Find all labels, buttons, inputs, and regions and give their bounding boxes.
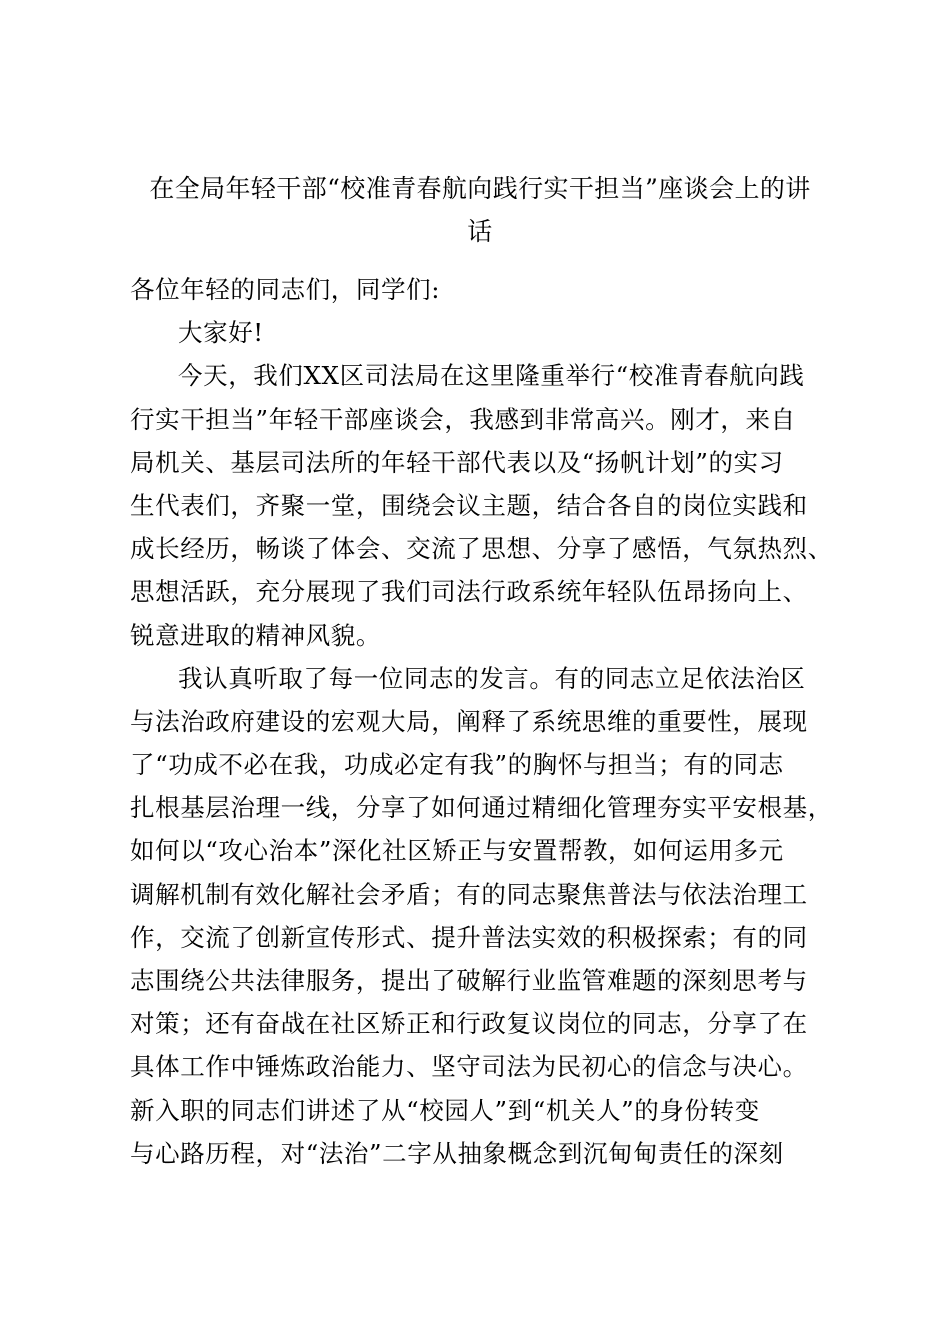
paragraph-line: 志围绕公共法律服务，提出了破解行业监管难题的深刻思考与 — [130, 966, 808, 995]
paragraph-line: 如何以“攻心治本”深化社区矫正与安置帮教，如何运用多元 — [130, 836, 784, 866]
paragraph-line: 今天，我们XX区司法局在这里隆重举行“校准青春航向践 — [178, 361, 805, 391]
paragraph-line: 行实干担当”年轻干部座谈会，我感到非常高兴。刚才，来自 — [130, 404, 796, 434]
paragraph-line: 成长经历，畅谈了体会、交流了思想、分享了感悟，气氛热烈、 — [130, 534, 833, 564]
paragraph-line: 我认真听取了每一位同志的发言。有的同志立足依法治区 — [178, 663, 806, 693]
paragraph-line: 作，交流了创新宣传形式、提升普法实效的积极探索；有的同 — [130, 922, 808, 952]
paragraph-line: 具体工作中锤炼政治能力、坚守司法为民初心的信念与决心。 — [130, 1052, 808, 1082]
paragraph-line: 锐意进取的精神风貌。 — [130, 620, 381, 650]
paragraph-line: 思想活跃，充分展现了我们司法行政系统年轻队伍昂扬向上、 — [130, 577, 808, 607]
greeting: 大家好! — [178, 318, 264, 348]
document-title — [120, 166, 840, 252]
paragraph-line: 对策；还有奋战在社区矫正和行政复议岗位的同志，分享了在 — [130, 1009, 808, 1039]
paragraph-line: 局机关、基层司法所的年轻干部代表以及“扬帆计划”的实习 — [130, 447, 784, 477]
paragraph-line: 新入职的同志们讲述了从“校园人”到“机关人”的身份转变 — [130, 1095, 760, 1125]
document-body — [130, 268, 833, 1175]
title-line-1: 在全局年轻干部“校准青春航向践行实干担当”座谈会上的讲 — [149, 174, 811, 203]
paragraph-2 — [130, 657, 833, 1175]
paragraph-line: 与心路历程，对“法治”二字从抽象概念到沉甸甸责任的深刻 — [130, 1138, 784, 1168]
paragraph-line: 调解机制有效化解社会矛盾；有的同志聚焦普法与依法治理工 — [130, 879, 808, 909]
paragraph-line: 与法治政府建设的宏观大局，阐释了系统思维的重要性，展现 — [130, 706, 808, 736]
title-line-2: 话 — [467, 217, 493, 247]
salutation: 各位年轻的同志们，同学们: — [130, 275, 441, 304]
paragraph-1 — [130, 354, 833, 656]
paragraph-line: 生代表们，齐聚一堂，围绕会议主题，结合各自的岗位实践和 — [130, 490, 808, 520]
paragraph-line: 了“功成不必在我，功成必定有我”的胸怀与担当；有的同志 — [130, 750, 784, 780]
paragraph-line: 扎根基层治理一线，分享了如何通过精细化管理夯实平安根基， — [130, 793, 833, 823]
